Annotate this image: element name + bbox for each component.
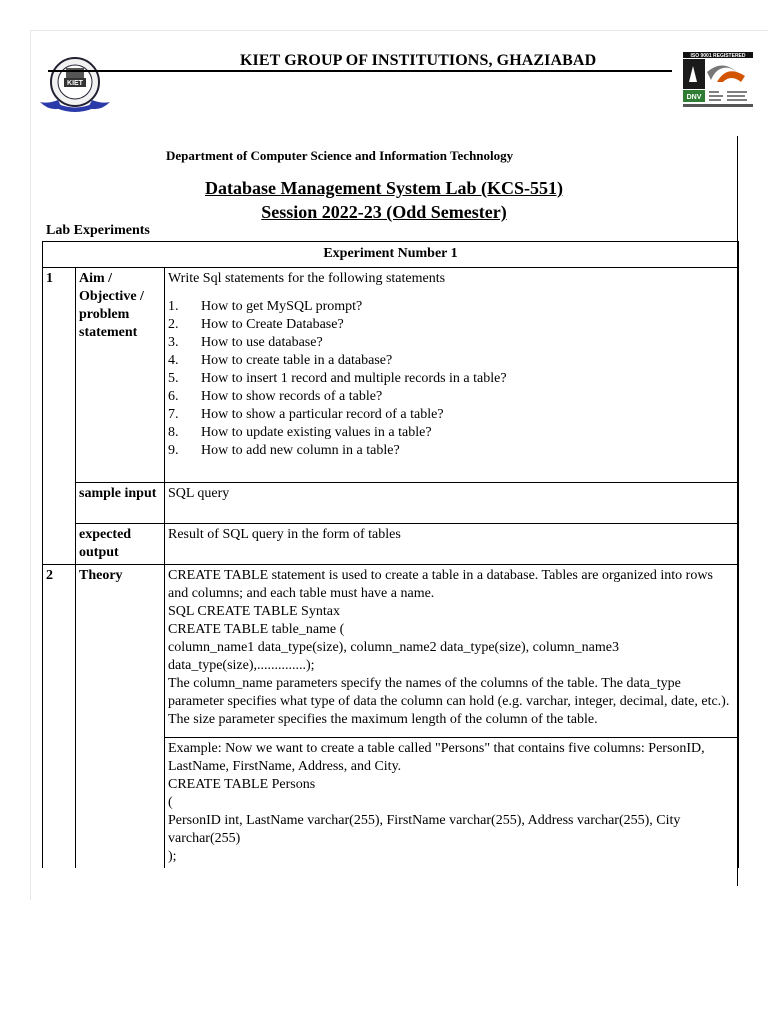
- session-title: Session 2022-23 (Odd Semester): [261, 202, 507, 222]
- course-title: Database Management System Lab (KCS-551): [205, 178, 563, 198]
- table-row: [43, 268, 739, 483]
- theory-content: CREATE TABLE statement is used to create a table in a database. Tables are organized into rows and columns; and each table must have a name. SQL CREATE TABLE Syntax CREATE TABLE table_name ( column_name1 data_type(size), column_name2 data_type(size), column_name3 data_type(size),..............); The column_name parameters specify the names of the columns of the table. The data_type parameter specifies what type of data the column can hold (e.g. varchar, integer, decimal, date, etc.). The size parameter specifies the maximum length of the column of the table.: [165, 565, 739, 738]
- list-item: 8. How to update existing values in a table?: [168, 425, 432, 440]
- header-rule: [48, 70, 672, 72]
- section-label: Lab Experiments: [46, 223, 150, 238]
- aim-intro: Write Sql statements for the following statements: [168, 271, 446, 286]
- iso-dnv-logo: [683, 52, 753, 110]
- table-row: [43, 483, 739, 524]
- logo-text: KIET: [67, 80, 83, 87]
- row-label-sample-input: sample input: [76, 483, 165, 524]
- institution-title: KIET GROUP OF INSTITUTIONS, GHAZIABAD: [240, 52, 597, 69]
- expected-output-value: Result of SQL query in the form of tables: [165, 524, 739, 565]
- theory-example: Example: Now we want to create a table called "Persons" that contains five columns: PersonID, LastName, FirstName, Address, and City. CREATE TABLE Persons ( PersonID int, LastName varchar(255), FirstName varchar(255), Address varchar(255), City varchar(255) );: [165, 738, 739, 869]
- experiment-table: [42, 241, 739, 868]
- list-item: 4. How to create table in a database?: [168, 353, 393, 368]
- sample-input-value: SQL query: [165, 483, 739, 524]
- dnv-text: DNV: [686, 94, 702, 101]
- department-name: Department of Computer Science and Information Technology: [166, 148, 514, 163]
- row-label-expected-output: expected output: [76, 524, 165, 565]
- kiet-logo: [36, 50, 114, 120]
- list-item: 3. How to use database?: [168, 335, 323, 350]
- row-number: 1: [43, 268, 76, 565]
- iso-text: ISO 9001 REGISTERED: [690, 53, 746, 59]
- list-item: 5. How to insert 1 record and multiple records in a table?: [168, 371, 507, 386]
- question-list: [168, 298, 735, 460]
- table-row: [43, 565, 739, 738]
- row-label-aim: Aim / Objective / problem statement: [76, 268, 165, 483]
- page-edge-left: [30, 30, 31, 900]
- list-item: 1. How to get MySQL prompt?: [168, 299, 363, 314]
- table-row: [43, 524, 739, 565]
- list-item: 6. How to show records of a table?: [168, 389, 383, 404]
- row-label-theory: Theory: [76, 565, 165, 869]
- list-item: 7. How to show a particular record of a table?: [168, 407, 444, 422]
- aim-content: [165, 268, 739, 483]
- experiment-header-row: [43, 242, 739, 268]
- list-item: 9. How to add new column in a table?: [168, 443, 400, 458]
- page-edge-top: [30, 30, 768, 31]
- list-item: 2. How to Create Database?: [168, 317, 344, 332]
- experiment-title: Experiment Number 1: [43, 242, 739, 268]
- row-number: 2: [43, 565, 76, 869]
